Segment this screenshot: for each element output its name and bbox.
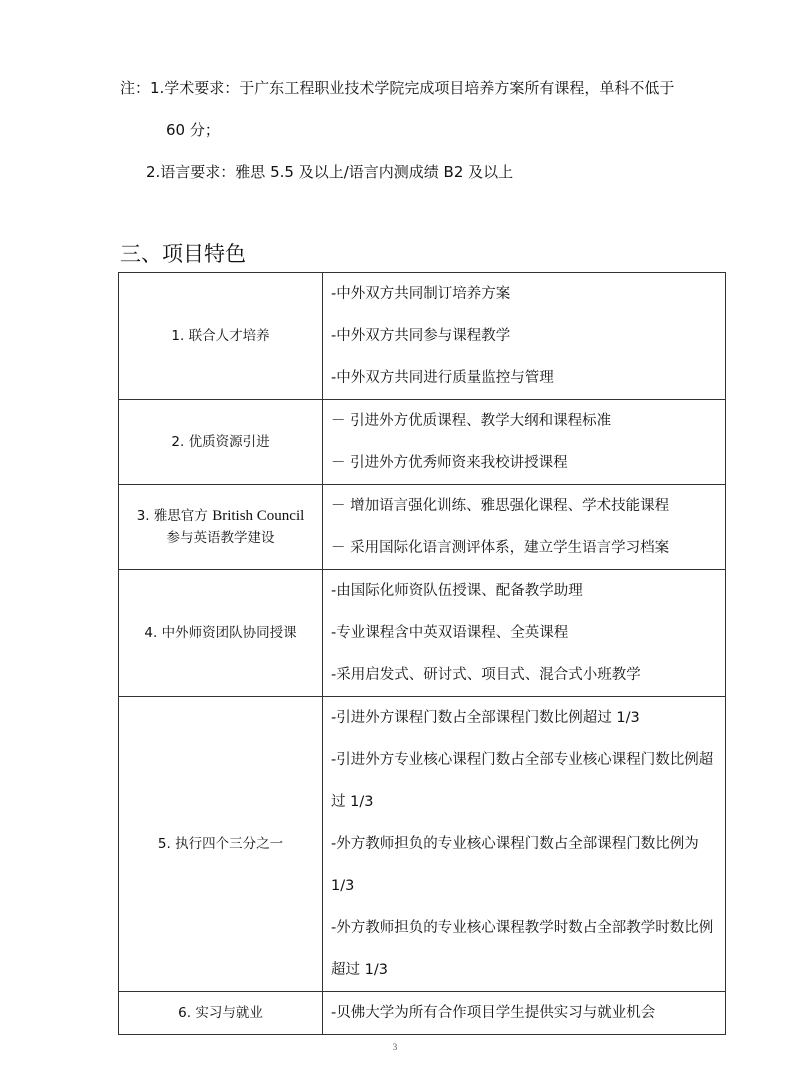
features-table bbox=[118, 272, 726, 1035]
table-row bbox=[119, 992, 726, 1035]
list-item: － 引进外方优质课程、教学大纲和课程标准 bbox=[331, 413, 612, 429]
list-item: -中外双方共同制订培养方案 bbox=[331, 286, 511, 302]
list-item: -引进外方课程门数占全部课程门数比例超过 1/3 bbox=[331, 710, 640, 726]
section-title: 三、项目特色 bbox=[120, 242, 246, 266]
list-item: － 引进外方优秀师资来我校讲授课程 bbox=[331, 455, 568, 471]
page-number: 3 bbox=[392, 1042, 398, 1052]
row-content bbox=[323, 485, 726, 570]
note-academic-requirement: 注：1.学术要求：于广东工程职业技术学院完成项目培养方案所有课程，单科不低于 bbox=[120, 79, 675, 97]
list-item: -中外双方共同进行质量监控与管理 bbox=[331, 370, 554, 386]
row-content bbox=[323, 273, 726, 400]
list-item: -采用启发式、研讨式、项目式、混合式小班教学 bbox=[331, 667, 641, 683]
table-row bbox=[119, 570, 726, 697]
list-item: -中外双方共同参与课程教学 bbox=[331, 328, 511, 344]
table-row bbox=[119, 697, 726, 992]
row-content bbox=[323, 570, 726, 697]
row-content bbox=[323, 400, 726, 485]
row-label-prefix: 3. 雅思官方 bbox=[136, 508, 213, 524]
row-label: 5. 执行四个三分之一 bbox=[119, 697, 323, 992]
note-academic-requirement-cont: 60 分； bbox=[166, 121, 220, 139]
list-item: － 增加语言强化训练、雅思强化课程、学术技能课程 bbox=[331, 498, 670, 514]
table-row bbox=[119, 485, 726, 570]
list-item: － 采用国际化语言测评体系，建立学生语言学习档案 bbox=[331, 540, 670, 556]
row-label: 2. 优质资源引进 bbox=[119, 400, 323, 485]
row-label-line bbox=[119, 505, 322, 527]
row-content bbox=[323, 697, 726, 992]
list-item: -外方教师担负的专业核心课程门数占全部课程门数比例为 1/3 bbox=[331, 836, 699, 894]
row-label: 6. 实习与就业 bbox=[119, 992, 323, 1035]
note-language-requirement: 2.语言要求：雅思 5.5 及以上/语言内测成绩 B2 及以上 bbox=[146, 163, 514, 181]
list-item: -专业课程含中英双语课程、全英课程 bbox=[331, 625, 569, 641]
row-label: 4. 中外师资团队协同授课 bbox=[119, 570, 323, 697]
row-label: 1. 联合人才培养 bbox=[119, 273, 323, 400]
table-row bbox=[119, 273, 726, 400]
list-item: -由国际化师资队伍授课、配备教学助理 bbox=[331, 583, 583, 599]
row-label-line: 参与英语教学建设 bbox=[166, 530, 275, 546]
row-label bbox=[119, 485, 323, 570]
list-item: -外方教师担负的专业核心课程教学时数占全部教学时数比例超过 1/3 bbox=[331, 920, 714, 978]
british-council-text: British Council bbox=[212, 508, 305, 524]
row-content bbox=[323, 992, 726, 1035]
list-item: -贝佛大学为所有合作项目学生提供实习与就业机会 bbox=[331, 1005, 656, 1021]
list-item: -引进外方专业核心课程门数占全部专业核心课程门数比例超过 1/3 bbox=[331, 752, 714, 810]
table-row bbox=[119, 400, 726, 485]
